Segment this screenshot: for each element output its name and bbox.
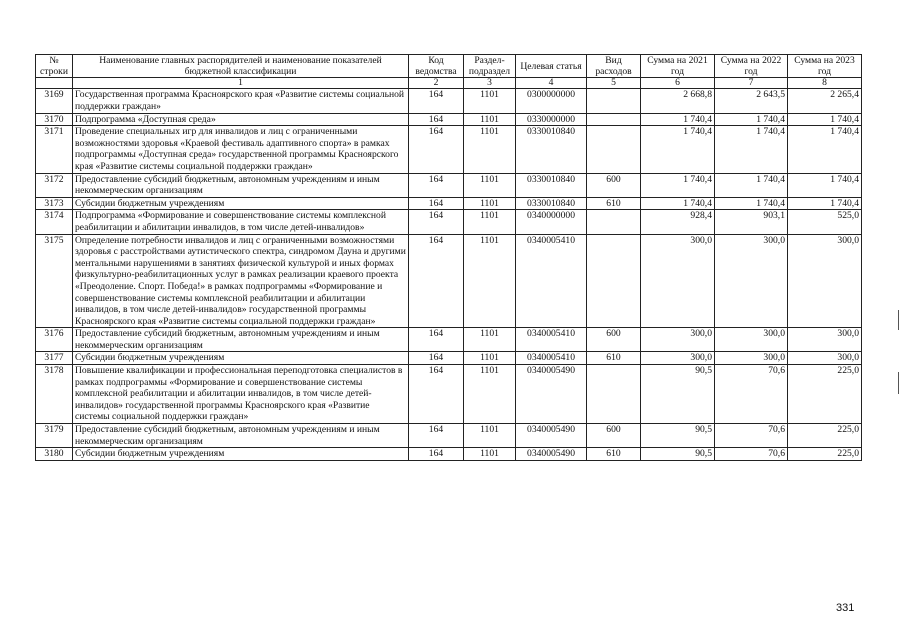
expense-type: 610 [587, 197, 641, 210]
row-name: Субсидии бюджетным учреждениям [73, 448, 409, 461]
amount-2023: 300,0 [788, 234, 862, 328]
amount-2023: 1 740,4 [788, 126, 862, 173]
dept-code: 164 [409, 352, 464, 365]
column-number: 7 [715, 78, 788, 89]
expense-type: 600 [587, 328, 641, 352]
budget-table [35, 54, 862, 461]
target-article: 0340005490 [516, 424, 587, 448]
row-name: Проведение специальных игр для инвалидов и лиц с ограниченными возможностями здоровья «Краевой фестиваль адаптивного спорта» в рамках подпрограммы «Доступная среда» государственной программы Красноярского края «Развитие системы социальной поддержки граждан» [73, 126, 409, 173]
table-row [36, 448, 862, 461]
header-row [36, 55, 862, 78]
amount-2022: 1 740,4 [715, 126, 788, 173]
amount-2023: 2 265,4 [788, 89, 862, 113]
target-article: 0340005410 [516, 234, 587, 328]
dept-code: 164 [409, 328, 464, 352]
amount-2023: 1 740,4 [788, 173, 862, 197]
row-number: 3171 [36, 126, 73, 173]
dept-code: 164 [409, 173, 464, 197]
row-number: 3169 [36, 89, 73, 113]
amount-2022: 1 740,4 [715, 197, 788, 210]
header-2023: Сумма на 2023 год [788, 55, 862, 78]
section-code: 1101 [464, 113, 516, 126]
dept-code: 164 [409, 210, 464, 234]
amount-2021: 1 740,4 [641, 126, 715, 173]
row-name: Предоставление субсидий бюджетным, автономным учреждениям и иным некоммерческим организациям [73, 424, 409, 448]
row-number: 3176 [36, 328, 73, 352]
amount-2021: 2 668,8 [641, 89, 715, 113]
amount-2021: 1 740,4 [641, 113, 715, 126]
row-number: 3174 [36, 210, 73, 234]
table-row [36, 328, 862, 352]
section-code: 1101 [464, 173, 516, 197]
section-code: 1101 [464, 352, 516, 365]
amount-2023: 1 740,4 [788, 197, 862, 210]
target-article: 0340005490 [516, 365, 587, 424]
header-2021: Сумма на 2021 год [641, 55, 715, 78]
column-number-row [36, 78, 862, 89]
header-exp-type: Вид расходов [587, 55, 641, 78]
scan-margin-mark [898, 372, 899, 394]
amount-2023: 1 740,4 [788, 113, 862, 126]
column-number: 3 [464, 78, 516, 89]
amount-2022: 300,0 [715, 234, 788, 328]
expense-type: 600 [587, 173, 641, 197]
header-section: Раздел-подраздел [464, 55, 516, 78]
amount-2021: 90,5 [641, 424, 715, 448]
amount-2021: 300,0 [641, 328, 715, 352]
scan-margin-mark [898, 310, 899, 330]
header-dept: Код ведомства [409, 55, 464, 78]
amount-2023: 525,0 [788, 210, 862, 234]
expense-type [587, 365, 641, 424]
amount-2022: 300,0 [715, 352, 788, 365]
row-number: 3178 [36, 365, 73, 424]
column-number: 2 [409, 78, 464, 89]
row-name: Повышение квалификации и профессиональная переподготовка специалистов в рамках подпрограммы «Формирование и совершенствование системы комплексной реабилитации и абилитации инвалидов, в том числе детей-инвалидов» государственной программы Красноярского края «Развитие системы социальной поддержки граждан» [73, 365, 409, 424]
table-body [36, 89, 862, 460]
row-number: 3173 [36, 197, 73, 210]
amount-2021: 1 740,4 [641, 173, 715, 197]
section-code: 1101 [464, 210, 516, 234]
amount-2022: 903,1 [715, 210, 788, 234]
column-number: 1 [73, 78, 409, 89]
section-code: 1101 [464, 234, 516, 328]
dept-code: 164 [409, 424, 464, 448]
amount-2022: 70,6 [715, 424, 788, 448]
table-row [36, 234, 862, 328]
target-article: 0330010840 [516, 197, 587, 210]
target-article: 0330010840 [516, 126, 587, 173]
table-row [36, 210, 862, 234]
section-code: 1101 [464, 197, 516, 210]
dept-code: 164 [409, 89, 464, 113]
dept-code: 164 [409, 126, 464, 173]
expense-type [587, 113, 641, 126]
section-code: 1101 [464, 126, 516, 173]
amount-2022: 70,6 [715, 448, 788, 461]
section-code: 1101 [464, 424, 516, 448]
column-number [36, 78, 73, 89]
amount-2022: 70,6 [715, 365, 788, 424]
section-code: 1101 [464, 448, 516, 461]
target-article: 0340005410 [516, 352, 587, 365]
row-number: 3180 [36, 448, 73, 461]
target-article: 0300000000 [516, 89, 587, 113]
expense-type [587, 126, 641, 173]
expense-type: 610 [587, 448, 641, 461]
dept-code: 164 [409, 113, 464, 126]
dept-code: 164 [409, 448, 464, 461]
table-row [36, 365, 862, 424]
column-number: 6 [641, 78, 715, 89]
target-article: 0330010840 [516, 173, 587, 197]
amount-2022: 2 643,5 [715, 89, 788, 113]
amount-2023: 225,0 [788, 448, 862, 461]
target-article: 0340005410 [516, 328, 587, 352]
dept-code: 164 [409, 234, 464, 328]
header-target: Целевая статья [516, 55, 587, 78]
row-number: 3179 [36, 424, 73, 448]
amount-2021: 300,0 [641, 234, 715, 328]
row-name: Подпрограмма «Формирование и совершенствование системы комплексной реабилитации и абилитации инвалидов, в том числе детей-инвалидов» [73, 210, 409, 234]
amount-2021: 90,5 [641, 448, 715, 461]
row-number: 3170 [36, 113, 73, 126]
target-article: 0340005490 [516, 448, 587, 461]
table-row [36, 113, 862, 126]
column-number: 5 [587, 78, 641, 89]
header-name: Наименование главных распорядителей и наименование показателей бюджетной классификации [73, 55, 409, 78]
amount-2023: 300,0 [788, 328, 862, 352]
expense-type [587, 210, 641, 234]
row-number: 3172 [36, 173, 73, 197]
section-code: 1101 [464, 365, 516, 424]
header-2022: Сумма на 2022 год [715, 55, 788, 78]
amount-2022: 300,0 [715, 328, 788, 352]
table-row [36, 352, 862, 365]
row-name: Государственная программа Красноярского края «Развитие системы социальной поддержки граждан» [73, 89, 409, 113]
table-row [36, 424, 862, 448]
target-article: 0340000000 [516, 210, 587, 234]
header-row-no: № строки [36, 55, 73, 78]
row-number: 3177 [36, 352, 73, 365]
table-row [36, 89, 862, 113]
amount-2022: 1 740,4 [715, 173, 788, 197]
dept-code: 164 [409, 197, 464, 210]
row-name: Субсидии бюджетным учреждениям [73, 197, 409, 210]
row-name: Подпрограмма «Доступная среда» [73, 113, 409, 126]
expense-type [587, 89, 641, 113]
table-row [36, 173, 862, 197]
amount-2023: 300,0 [788, 352, 862, 365]
page-number: 331 [836, 602, 855, 614]
target-article: 0330000000 [516, 113, 587, 126]
amount-2021: 300,0 [641, 352, 715, 365]
amount-2022: 1 740,4 [715, 113, 788, 126]
row-name: Определение потребности инвалидов и лиц с ограниченными возможностями здоровья с расстройствами аутистического спектра, синдромом Дауна и другими ментальными нарушениями в занятиях физической культурой и иных формах физкультурно-реабилитационных услуг в рамках реализации краевого проекта «Преодоление. Спорт. Победа!» в рамках подпрограммы «Формирование и совершенствование системы комплексной реабилитации и абилитации инвалидов, в том числе детей-инвалидов» государственной программы Красноярского края «Развитие системы социальной поддержки граждан» [73, 234, 409, 328]
column-number: 4 [516, 78, 587, 89]
row-name: Предоставление субсидий бюджетным, автономным учреждениям и иным некоммерческим организациям [73, 328, 409, 352]
row-name: Субсидии бюджетным учреждениям [73, 352, 409, 365]
row-name: Предоставление субсидий бюджетным, автономным учреждениям и иным некоммерческим организациям [73, 173, 409, 197]
column-number: 8 [788, 78, 862, 89]
dept-code: 164 [409, 365, 464, 424]
section-code: 1101 [464, 328, 516, 352]
amount-2021: 928,4 [641, 210, 715, 234]
table-row [36, 126, 862, 173]
amount-2021: 1 740,4 [641, 197, 715, 210]
expense-type: 600 [587, 424, 641, 448]
expense-type [587, 234, 641, 328]
table-row [36, 197, 862, 210]
row-number: 3175 [36, 234, 73, 328]
amount-2021: 90,5 [641, 365, 715, 424]
section-code: 1101 [464, 89, 516, 113]
expense-type: 610 [587, 352, 641, 365]
amount-2023: 225,0 [788, 365, 862, 424]
amount-2023: 225,0 [788, 424, 862, 448]
